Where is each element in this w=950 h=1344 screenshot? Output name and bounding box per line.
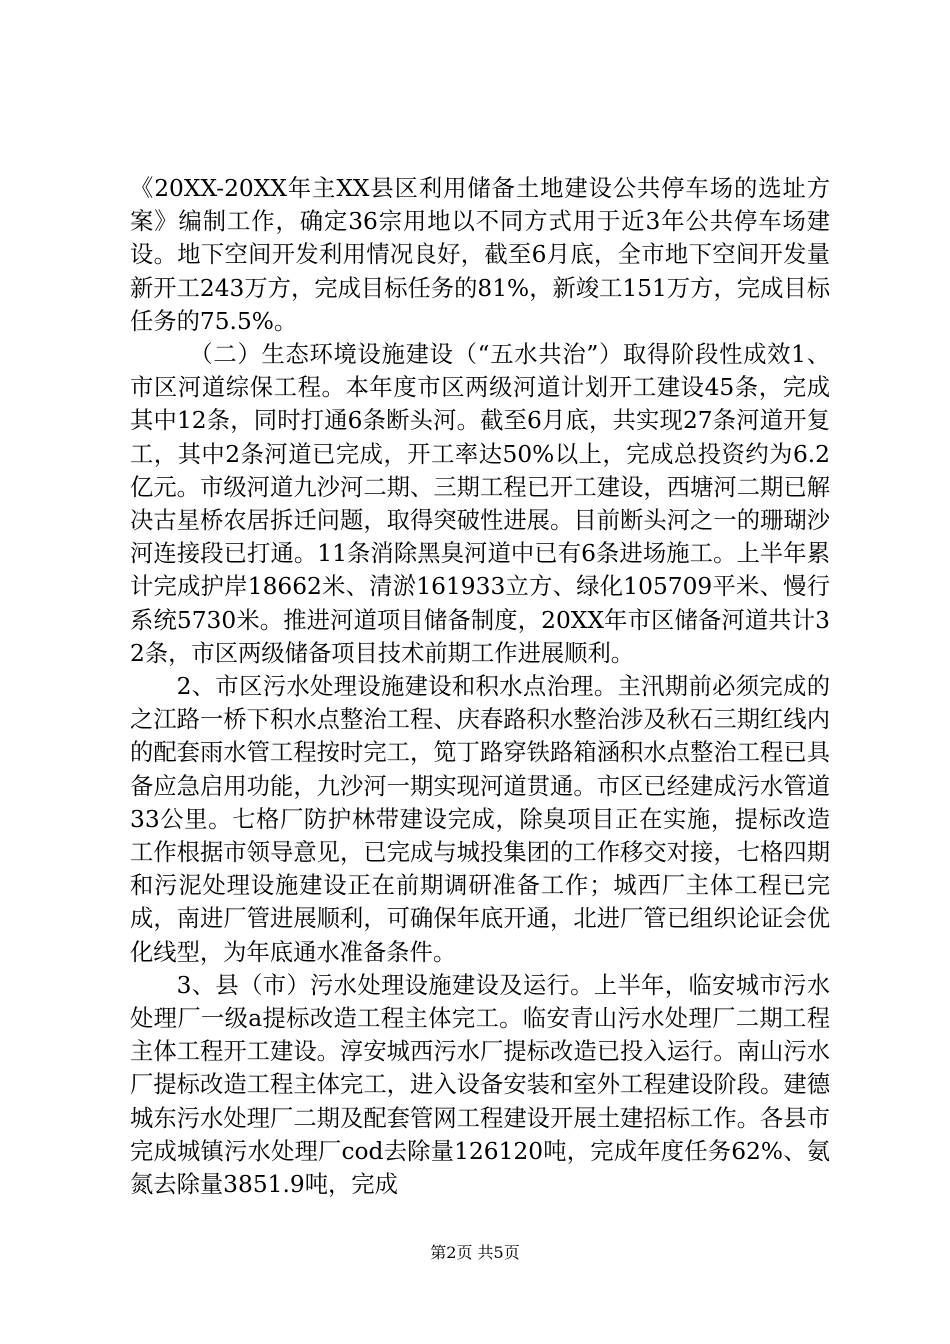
paragraph-river-works: （二）生态环境设施建设（“五水共治”）取得阶段性成效1、市区河道综保工程。本年度市区两级河道计划开工建设45条，完成其中12条，同时打通6条断头河。截至6月底，共实现27条河道开复工，其中2条河道已完成，开工率达50%以上，完成总投资约为6.2亿元。市级河道九沙河二期、三期工程已开工建设，西塘河二期已解决古星桥农居拆迁问题，取得突破性进展。目前断头河之一的珊瑚沙河连接段已打通。11条消除黑臭河道中已有6条进场施工。上半年累计完成护岸18662米、清淤161933立方、绿化105709平米、慢行系统5730米。推进河道项目储备制度，20XX年市区储备河道共计32条，市区两级储备项目技术前期工作进展顺利。 [130, 341, 830, 667]
paragraph-city-sewage: 2、市区污水处理设施建设和积水点治理。主汛期前必须完成的之江路一桥下积水点整治工程、庆春路积水整治涉及秋石三期红线内的配套雨水管工程按时完工，笕丁路穿铁路箱涵积水点整治工程已具备应急启用功能，九沙河一期实现河道贯通。市区已经建成污水管道33公里。七格厂防护林带建设完成，除臭项目正在实施，提标改造工作根据市领导意见，已完成与城投集团的工作移交对接，七格四期和污泥处理设施建设正在前期调研准备工作；城西厂主体工程已完成，南进厂管进展顺利，可确保年底开通，北进厂管已组织论证会优化线型，为年底通水准备条件。 [130, 673, 830, 966]
paragraph-county-sewage: 3、县（市）污水处理设施建设及运行。上半年，临安城市污水处理厂一级a提标改造工程主体完工。临安青山污水处理厂二期工程主体工程开工建设。淳安城西污水厂提标改造已投入运行。南山污水厂提标改造工程主体完工，进入设备安装和室外工程建设阶段。建德城东污水处理厂二期及配套管网工程建设开展土建招标工作。各县市完成城镇污水处理厂cod去除量126120吨，完成年度任务62%、氨氮去除量3851.9吨，完成 [130, 971, 830, 1199]
document-body [130, 172, 830, 1201]
page-footer: 第2页 共5页 [430, 1243, 520, 1262]
paragraph-parking-plan: 《20XX-20XX年主XX县区利用储备土地建设公共停车场的选址方案》编制工作，确定36宗用地以不同方式用于近3年公共停车场建设。地下空间开发利用情况良好，截至6月底，全市地下空间开发量新开工243万方，完成目标任务的81%，新竣工151万方，完成目标任务的75.5%。 [130, 175, 830, 335]
